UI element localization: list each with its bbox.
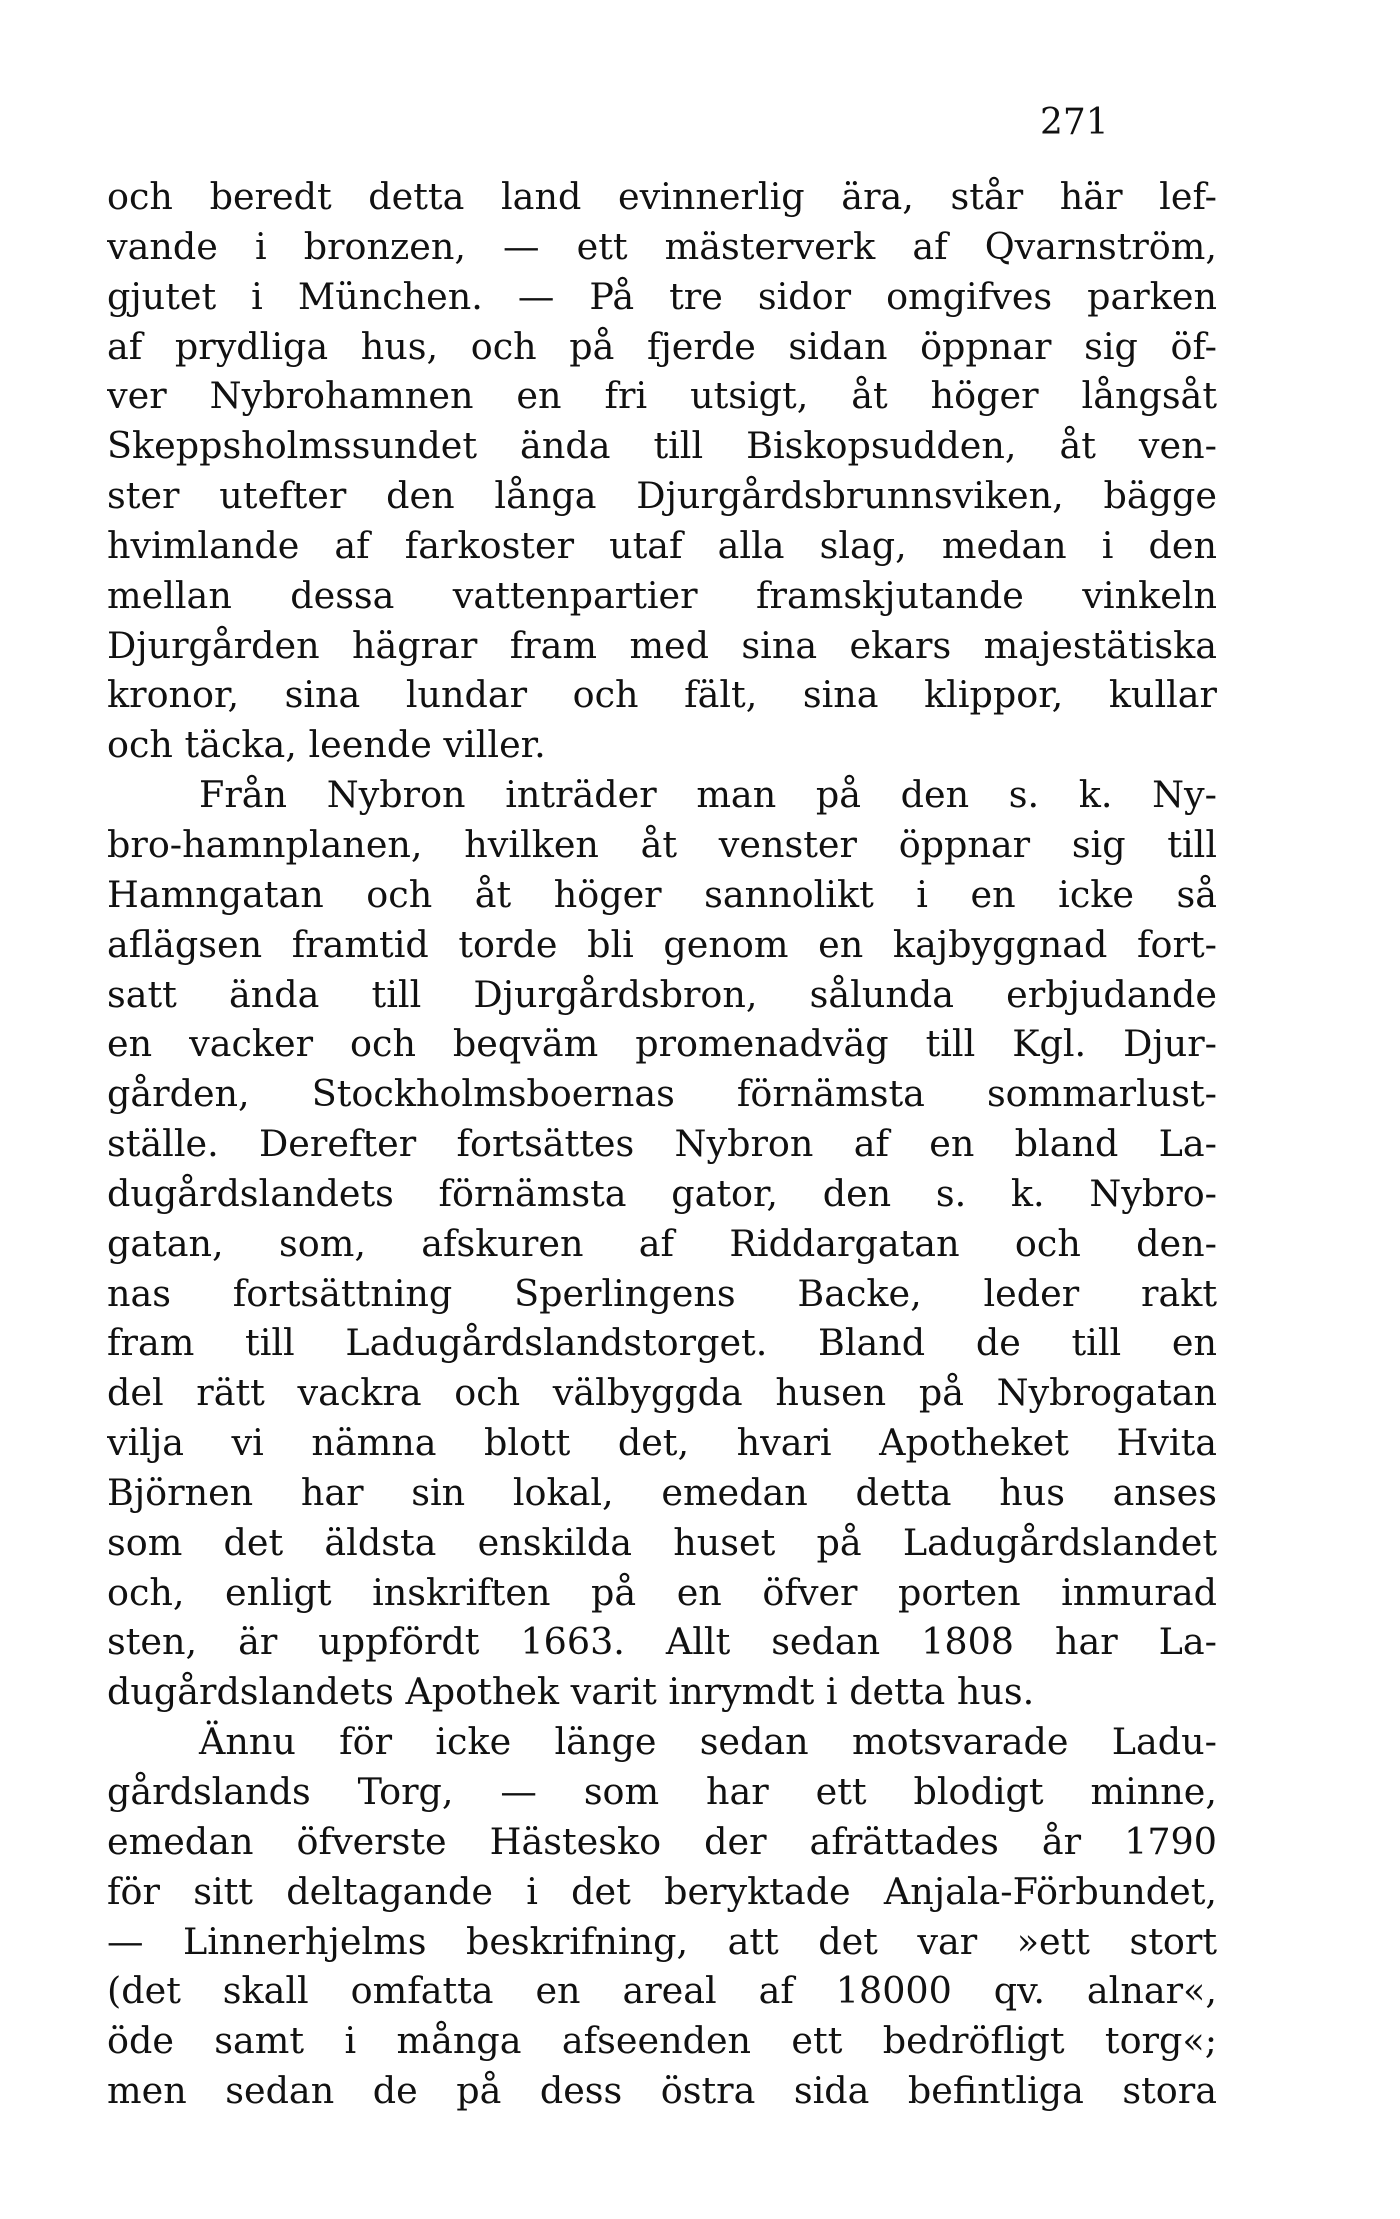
text-line: emedan öfverste Hästesko der afrättades år 1790 bbox=[107, 1819, 1217, 1863]
text-line: som det äldsta enskilda huset på Ladugårdslandet bbox=[107, 1520, 1217, 1564]
text-line: Ännu för icke länge sedan motsvarade Ladu- bbox=[199, 1720, 1217, 1764]
text-line: gatan, som, afskuren af Riddargatan och den- bbox=[107, 1221, 1217, 1265]
text-line: ster utefter den långa Djurgårdsbrunnsviken, bägge bbox=[107, 474, 1217, 518]
text-line: vilja vi nämna blott det, hvari Apotheket Hvita bbox=[107, 1421, 1217, 1465]
text-line: Djurgården hägrar fram med sina ekars majestätiska bbox=[107, 623, 1217, 667]
text-line: sten, är uppfördt 1663. Allt sedan 1808 har La- bbox=[107, 1620, 1217, 1664]
text-line: gjutet i München. — På tre sidor omgifves parken bbox=[107, 274, 1217, 318]
text-line: bro-hamnplanen, hvilken åt venster öppnar sig till bbox=[107, 822, 1217, 866]
text-line: och beredt detta land evinnerlig ära, står här lef- bbox=[107, 175, 1217, 218]
page-number: 271 bbox=[1040, 102, 1109, 143]
text-line: af prydliga hus, och på fjerde sidan öppnar sig öf- bbox=[107, 324, 1217, 368]
text-line: dugårdslandets Apothek varit inrymdt i detta hus. bbox=[107, 1670, 1035, 1714]
text-line: Hamngatan och åt höger sannolikt i en icke så bbox=[107, 872, 1217, 916]
text-line: hvimlande af farkoster utaf alla slag, medan i den bbox=[107, 523, 1217, 567]
text-line: mellan dessa vattenpartier framskjutande vinkeln bbox=[107, 573, 1217, 617]
text-line: ställe. Derefter fortsättes Nybron af en bland La- bbox=[107, 1122, 1217, 1166]
text-line: Från Nybron inträder man på den s. k. Ny- bbox=[199, 773, 1217, 817]
text-line: och täcka, leende viller. bbox=[107, 723, 546, 767]
text-line: del rätt vackra och välbyggda husen på Nybrogatan bbox=[107, 1371, 1217, 1415]
text-line: en vacker och beqväm promenadväg till Kgl. Djur- bbox=[107, 1022, 1217, 1066]
text-line: men sedan de på dess östra sida befintliga stora bbox=[107, 2069, 1217, 2113]
text-line: kronor, sina lundar och fält, sina klippor, kullar bbox=[107, 673, 1217, 717]
text-line: ver Nybrohamnen en fri utsigt, åt höger långsåt bbox=[107, 374, 1217, 418]
body-text bbox=[107, 172, 1217, 2116]
text-line: nas fortsättning Sperlingens Backe, leder rakt bbox=[107, 1271, 1217, 1315]
text-line: satt ända till Djurgårdsbron, sålunda erbjudande bbox=[107, 972, 1217, 1016]
text-line: dugårdslandets förnämsta gator, den s. k. Nybro- bbox=[107, 1171, 1217, 1215]
text-line: — Linnerhjelms beskrifning, att det var »ett stort bbox=[107, 1919, 1217, 1963]
text-line: gårdslands Torg, — som har ett blodigt minne, bbox=[107, 1770, 1217, 1813]
text-line: Skeppsholmssundet ända till Biskopsudden, åt ven- bbox=[107, 424, 1217, 468]
text-line: och, enligt inskriften på en öfver porten inmurad bbox=[107, 1570, 1217, 1614]
text-line: fram till Ladugårdslandstorget. Bland de till en bbox=[107, 1321, 1217, 1365]
text-line: vande i bronzen, — ett mästerverk af Qvarnström, bbox=[107, 224, 1217, 268]
text-line: gården, Stockholmsboernas förnämsta sommarlust- bbox=[107, 1072, 1217, 1116]
text-line: Björnen har sin lokal, emedan detta hus anses bbox=[107, 1470, 1217, 1514]
text-line: öde samt i många afseenden ett bedröfligt torg«; bbox=[107, 2019, 1217, 2063]
text-line: (det skall omfatta en areal af 18000 qv. alnar«, bbox=[107, 1969, 1217, 2013]
text-line: aflägsen framtid torde bli genom en kajbyggnad fort- bbox=[107, 922, 1217, 966]
text-line: för sitt deltagande i det beryktade Anjala-Förbundet, bbox=[107, 1869, 1217, 1913]
